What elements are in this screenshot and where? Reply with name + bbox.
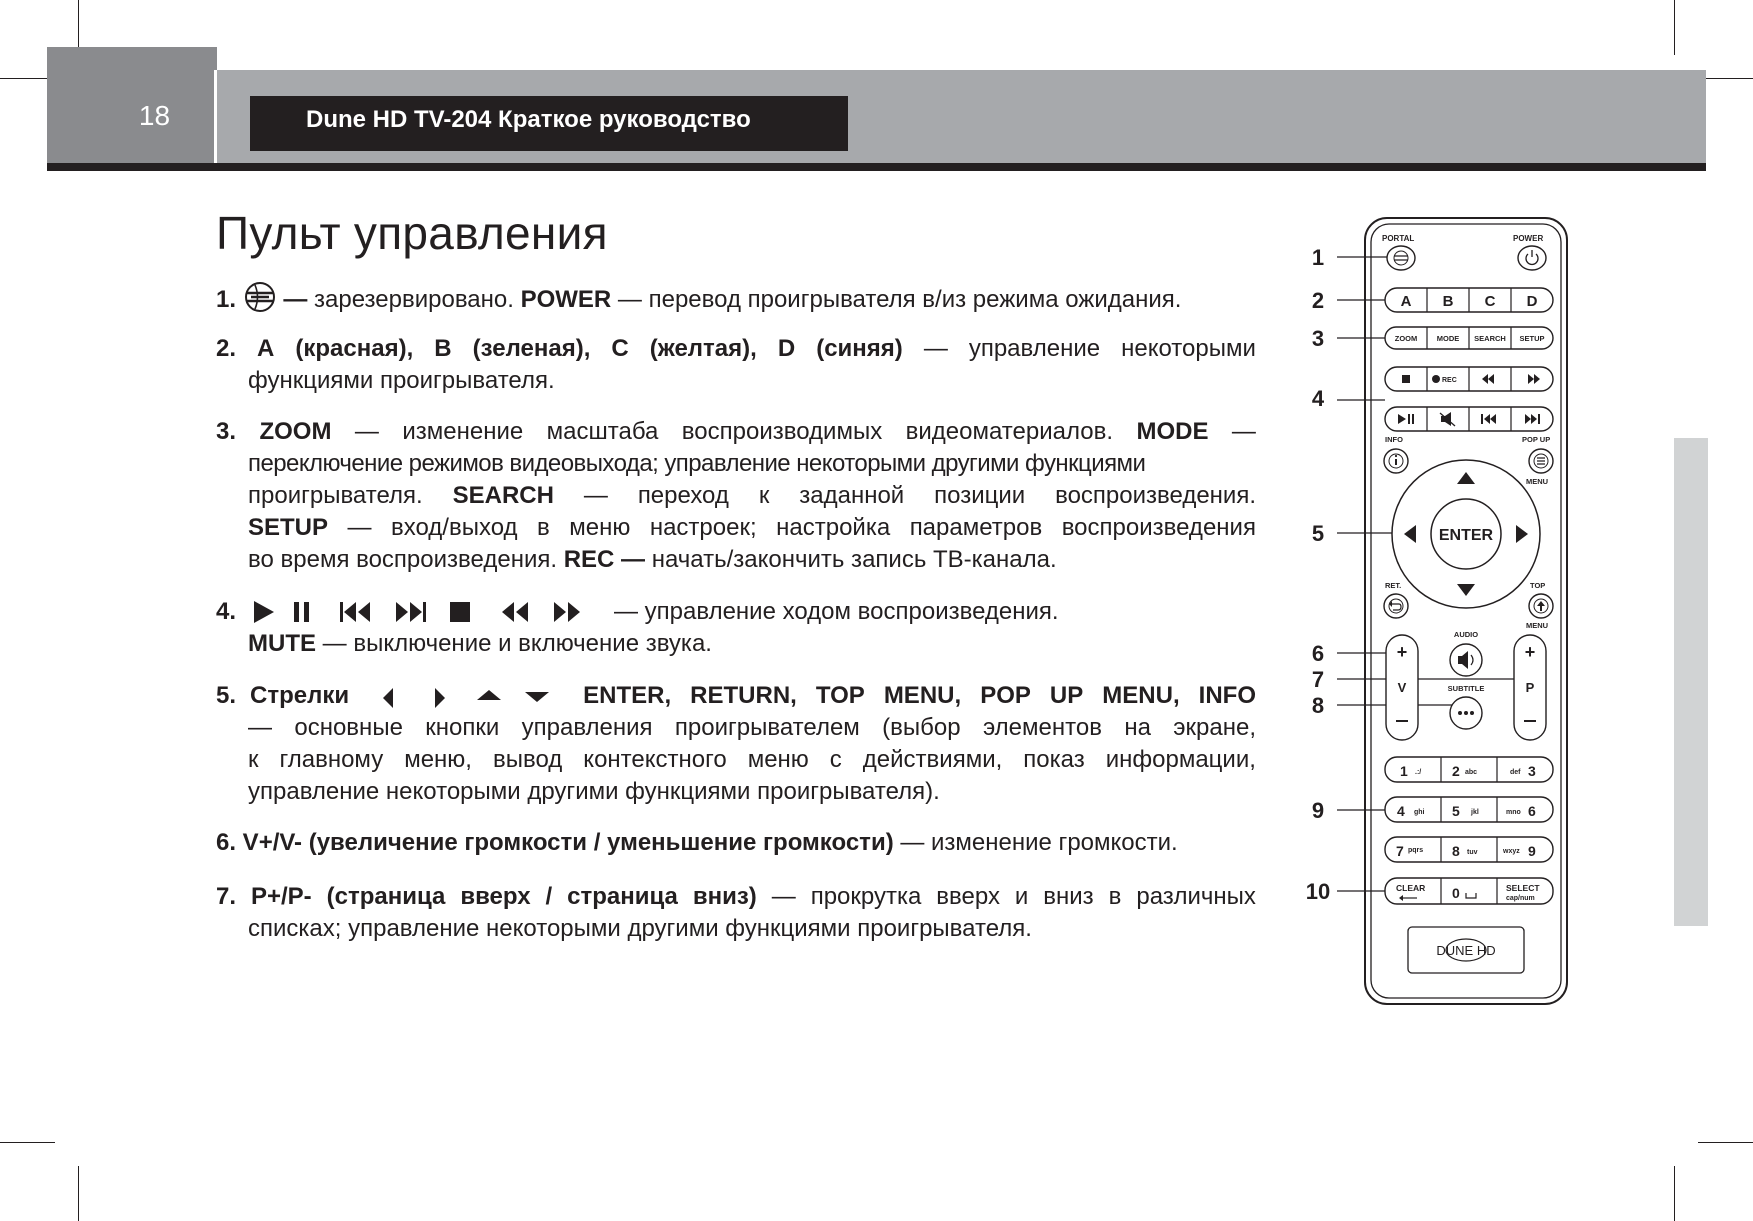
word: вход/выход bbox=[390, 514, 518, 541]
volume-rocker[interactable] bbox=[1386, 635, 1418, 740]
word: к bbox=[248, 746, 259, 773]
word: POP bbox=[980, 682, 1031, 709]
play-icon bbox=[254, 601, 274, 623]
word: — bbox=[354, 418, 379, 445]
word: RETURN, bbox=[690, 682, 797, 709]
callout-8: 8 bbox=[1311, 693, 1325, 718]
callout-9: 9 bbox=[1311, 798, 1325, 823]
word: — bbox=[248, 714, 272, 741]
word: страница bbox=[567, 883, 678, 910]
button-b[interactable]: B bbox=[1442, 293, 1454, 310]
arrow-left-icon bbox=[383, 688, 393, 708]
key-5-sub: jkl bbox=[1471, 809, 1479, 816]
popup-menu-label: MENU bbox=[1526, 477, 1549, 486]
word: параметров bbox=[909, 514, 1043, 541]
minus-icon[interactable] bbox=[1396, 720, 1408, 722]
word: изменение bbox=[402, 418, 524, 445]
arrow-icons bbox=[365, 682, 565, 710]
minus-icon[interactable] bbox=[1524, 720, 1536, 722]
remote-control bbox=[1285, 210, 1585, 1010]
audio-button[interactable] bbox=[1450, 644, 1482, 676]
key-4-sub: ghi bbox=[1414, 809, 1425, 816]
arrow-up-icon bbox=[477, 690, 501, 700]
word: различных bbox=[1136, 883, 1256, 910]
word: вверх bbox=[936, 883, 1000, 910]
word: UP bbox=[1049, 682, 1084, 709]
stop-icon bbox=[450, 602, 470, 622]
crop-mark bbox=[1698, 1142, 1753, 1143]
word: (желтая), bbox=[649, 335, 757, 362]
item-3 bbox=[216, 416, 1256, 576]
key-5[interactable]: 5 bbox=[1452, 803, 1460, 819]
next-track-icon bbox=[396, 602, 426, 622]
key-2-sub: abc bbox=[1465, 769, 1478, 776]
rec-button-label[interactable]: REC bbox=[1442, 377, 1457, 384]
word: видеоматериалов. bbox=[905, 418, 1114, 445]
key-6[interactable]: 6 bbox=[1528, 803, 1536, 819]
word: на bbox=[1124, 714, 1151, 741]
word: 2. bbox=[216, 335, 237, 362]
callout-10: 10 bbox=[1305, 879, 1331, 904]
playback-icons bbox=[252, 598, 610, 626]
word: прокрутка bbox=[810, 883, 922, 910]
dots-icon bbox=[1458, 711, 1462, 715]
word: к bbox=[758, 482, 770, 509]
function-buttons[interactable] bbox=[1385, 327, 1553, 349]
ret-label: RET. bbox=[1385, 581, 1402, 590]
page-title: Пульт управления bbox=[216, 207, 608, 259]
top-menu-button[interactable] bbox=[1529, 594, 1553, 618]
item-7-line-1 bbox=[216, 881, 1256, 913]
key-1-sub: .:/ bbox=[1415, 769, 1422, 776]
item-5-line-4: управление некоторыми другими функциями проигрывателя). bbox=[248, 778, 940, 805]
header-rule bbox=[47, 163, 1706, 171]
word: масштаба bbox=[546, 418, 659, 445]
word: элементов bbox=[982, 714, 1102, 741]
item-7 bbox=[216, 881, 1256, 945]
subtitle-button[interactable] bbox=[1450, 697, 1482, 729]
word: управление bbox=[968, 335, 1101, 362]
word: меню, bbox=[404, 746, 472, 773]
word: действиями, bbox=[862, 746, 1003, 773]
word: воспроизведения. bbox=[1055, 482, 1256, 509]
word: (выбор bbox=[882, 714, 961, 741]
item-4-text: — управление ходом воспроизведения. bbox=[614, 598, 1059, 625]
item-5-line-3 bbox=[216, 744, 1256, 776]
word: / bbox=[545, 883, 553, 910]
info-label: INFO bbox=[1385, 435, 1403, 444]
word: воспроизведения bbox=[1061, 514, 1256, 541]
key-3-sub: def bbox=[1510, 769, 1521, 776]
popup-menu-button[interactable] bbox=[1529, 449, 1553, 473]
abcd-buttons[interactable] bbox=[1385, 288, 1553, 312]
word: экране, bbox=[1173, 714, 1256, 741]
word: MODE bbox=[1136, 418, 1209, 445]
item-5-number: 5. bbox=[216, 682, 237, 709]
word: проигрывателем bbox=[674, 714, 860, 741]
item-3-line-4 bbox=[216, 512, 1256, 544]
info-button[interactable] bbox=[1384, 449, 1408, 473]
word: TOP bbox=[815, 682, 865, 709]
zoom-button[interactable]: ZOOM bbox=[1394, 334, 1418, 343]
word: информации, bbox=[1105, 746, 1256, 773]
key-2[interactable]: 2 bbox=[1452, 763, 1460, 779]
portal-icon bbox=[243, 281, 277, 313]
item-6-text: — изменение громкости. bbox=[893, 829, 1178, 856]
word: в bbox=[1108, 883, 1122, 910]
plus-icon[interactable]: + bbox=[1524, 642, 1536, 662]
word: — bbox=[583, 482, 608, 509]
item-5 bbox=[216, 680, 1256, 808]
word: — bbox=[771, 883, 796, 910]
word: MENU, bbox=[1102, 682, 1180, 709]
word: (красная), bbox=[295, 335, 414, 362]
key-6-sub: mno bbox=[1506, 809, 1521, 816]
volume-label: V bbox=[1397, 680, 1407, 695]
word: некоторыми bbox=[1121, 335, 1256, 362]
item-4-line-2 bbox=[216, 628, 1256, 660]
enter-button[interactable] bbox=[1431, 499, 1501, 569]
item-1-text2: — перевод проигрывателя в/из режима ожидания. bbox=[611, 286, 1182, 313]
key-9-sub: wxyz bbox=[1503, 848, 1520, 855]
word: в bbox=[537, 514, 550, 541]
stop-icon bbox=[1402, 375, 1410, 383]
word: ZOOM bbox=[259, 418, 332, 445]
word: и bbox=[1014, 883, 1029, 910]
item-1-power: POWER bbox=[520, 286, 612, 313]
word: управления bbox=[521, 714, 653, 741]
portal-button[interactable] bbox=[1387, 246, 1415, 270]
item-6 bbox=[216, 827, 1256, 859]
pause-icon bbox=[294, 602, 309, 622]
item-6-bold: 6. V+/V- (увеличение громкости / уменьшение громкости) bbox=[216, 829, 894, 856]
key-8-sub: tuv bbox=[1467, 849, 1478, 856]
item-2-line-2: функциями проигрывателя. bbox=[248, 367, 555, 394]
prev-track-icon bbox=[340, 602, 370, 622]
word: SEARCH bbox=[452, 482, 554, 509]
page-label: P bbox=[1525, 680, 1535, 695]
word: настроек; bbox=[649, 514, 757, 541]
rewind-icon bbox=[502, 602, 528, 622]
key-1[interactable]: 1 bbox=[1400, 763, 1408, 779]
fast-forward-icon bbox=[554, 602, 580, 622]
key-3[interactable]: 3 bbox=[1528, 763, 1536, 779]
word: заданной bbox=[799, 482, 905, 509]
word: — bbox=[923, 335, 948, 362]
callout-2: 2 bbox=[1311, 288, 1325, 313]
word: SETUP bbox=[248, 514, 329, 541]
callout-7: 7 bbox=[1311, 667, 1325, 692]
word: MENU, bbox=[883, 682, 962, 709]
key-9[interactable]: 9 bbox=[1528, 843, 1536, 859]
word: кнопки bbox=[425, 714, 500, 741]
item-3-line-2: переключение режимов видеовыхода; управление некоторыми другими функциями bbox=[248, 450, 1146, 477]
crop-mark bbox=[0, 1142, 55, 1143]
word: C bbox=[611, 335, 629, 362]
word: во время воспроизведения. bbox=[248, 546, 564, 573]
word: INFO bbox=[1198, 682, 1256, 709]
item-2-line-1 bbox=[216, 333, 1256, 365]
portal-label: PORTAL bbox=[1382, 234, 1415, 243]
arrow-right-icon bbox=[435, 688, 445, 708]
power-label: POWER bbox=[1513, 234, 1544, 243]
button-a[interactable]: A bbox=[1400, 293, 1412, 310]
word: вывод bbox=[492, 746, 563, 773]
key-7-sub: pqrs bbox=[1408, 847, 1424, 854]
crop-mark bbox=[1698, 78, 1753, 79]
callout-6: 6 bbox=[1311, 641, 1325, 666]
mute-label: MUTE bbox=[248, 630, 316, 657]
capnum-label: cap/num bbox=[1506, 895, 1535, 902]
header-title: Dune HD TV-204 Краткое руководство bbox=[250, 96, 848, 151]
callout-3: 3 bbox=[1311, 326, 1325, 351]
word: ENTER, bbox=[583, 682, 672, 709]
item-4 bbox=[216, 596, 1256, 660]
callout-5: 5 bbox=[1311, 521, 1325, 546]
item-7-line-2: списках; управление некоторыми другими функциями проигрывателя. bbox=[248, 915, 1032, 942]
setup-button[interactable]: SETUP bbox=[1519, 334, 1545, 343]
word: с bbox=[829, 746, 842, 773]
item-5-line-2 bbox=[216, 712, 1256, 744]
key-0[interactable]: 0 bbox=[1452, 885, 1460, 901]
number-pad[interactable] bbox=[1385, 757, 1553, 904]
word: — выключение и включение звука. bbox=[316, 630, 712, 657]
word: (страница bbox=[326, 883, 446, 910]
item-1-text: зарезервировано. bbox=[307, 286, 521, 313]
transport-row-2[interactable] bbox=[1385, 407, 1553, 431]
return-button[interactable] bbox=[1384, 594, 1408, 618]
word: — bbox=[347, 514, 372, 541]
word: (зеленая), bbox=[472, 335, 591, 362]
button-d[interactable]: D bbox=[1526, 293, 1538, 310]
word: начать/закончить запись ТВ-канала. bbox=[645, 546, 1057, 573]
record-icon bbox=[1432, 375, 1440, 383]
word: переход bbox=[637, 482, 729, 509]
item-1-dash: — bbox=[283, 286, 308, 313]
word: вниз) bbox=[692, 883, 757, 910]
side-tab bbox=[1674, 438, 1708, 926]
key-8[interactable]: 8 bbox=[1452, 843, 1460, 859]
word: показ bbox=[1023, 746, 1085, 773]
word: контекстного bbox=[583, 746, 727, 773]
word: 7. bbox=[216, 883, 237, 910]
word: позиции bbox=[934, 482, 1026, 509]
item-5-label: Стрелки bbox=[250, 682, 350, 709]
item-3-line-1 bbox=[216, 416, 1256, 448]
word: B bbox=[434, 335, 452, 362]
power-button[interactable] bbox=[1518, 246, 1546, 270]
word: P+/P- bbox=[250, 883, 312, 910]
page-rocker[interactable] bbox=[1514, 635, 1546, 740]
word: меню bbox=[569, 514, 631, 541]
plus-icon[interactable]: + bbox=[1396, 642, 1408, 662]
popup-label: POP UP bbox=[1522, 435, 1551, 444]
word: — bbox=[1231, 418, 1256, 445]
item-3-line-3 bbox=[216, 480, 1256, 512]
word: A bbox=[257, 335, 275, 362]
enter-label: ENTER bbox=[1438, 527, 1494, 544]
key-7[interactable]: 7 bbox=[1396, 843, 1404, 859]
brand-plate bbox=[1408, 927, 1524, 973]
word: проигрывателя. bbox=[248, 482, 423, 509]
crop-mark bbox=[1674, 0, 1675, 55]
word: вниз bbox=[1043, 883, 1094, 910]
item-1-number: 1. bbox=[216, 286, 237, 313]
subtitle-label: SUBTITLE bbox=[1447, 684, 1485, 693]
top-label: TOP bbox=[1530, 581, 1546, 590]
word: основные bbox=[294, 714, 403, 741]
crop-mark bbox=[78, 1166, 79, 1221]
rec-label: REC — bbox=[563, 546, 646, 573]
page-number: 18 bbox=[138, 100, 171, 131]
mode-button[interactable]: MODE bbox=[1436, 334, 1460, 343]
item-3-line-5 bbox=[216, 544, 1256, 576]
word: меню bbox=[747, 746, 809, 773]
word: D bbox=[777, 335, 796, 362]
item-2 bbox=[216, 333, 1256, 397]
clear-button[interactable]: CLEAR bbox=[1396, 883, 1426, 893]
transport-row-1[interactable] bbox=[1385, 367, 1553, 391]
crop-mark bbox=[1674, 1166, 1675, 1221]
item-4-number: 4. bbox=[216, 598, 237, 625]
word: (синяя) bbox=[816, 335, 903, 362]
key-4[interactable]: 4 bbox=[1397, 803, 1405, 819]
brand-logo-text: DUNE HD bbox=[1436, 943, 1496, 958]
word: главному bbox=[279, 746, 384, 773]
word: вверх bbox=[460, 883, 531, 910]
select-button[interactable]: SELECT bbox=[1506, 883, 1540, 893]
word: настройка bbox=[776, 514, 891, 541]
callout-1: 1 bbox=[1311, 245, 1325, 270]
callout-4: 4 bbox=[1311, 386, 1325, 411]
audio-label: AUDIO bbox=[1453, 630, 1479, 639]
search-button[interactable]: SEARCH bbox=[1474, 334, 1506, 343]
button-c[interactable]: C bbox=[1484, 293, 1496, 310]
top-menu-label: MENU bbox=[1526, 621, 1549, 630]
word: воспроизводимых bbox=[681, 418, 883, 445]
word: 3. bbox=[216, 418, 237, 445]
item-1 bbox=[216, 281, 1256, 316]
arrow-down-icon bbox=[525, 692, 549, 702]
